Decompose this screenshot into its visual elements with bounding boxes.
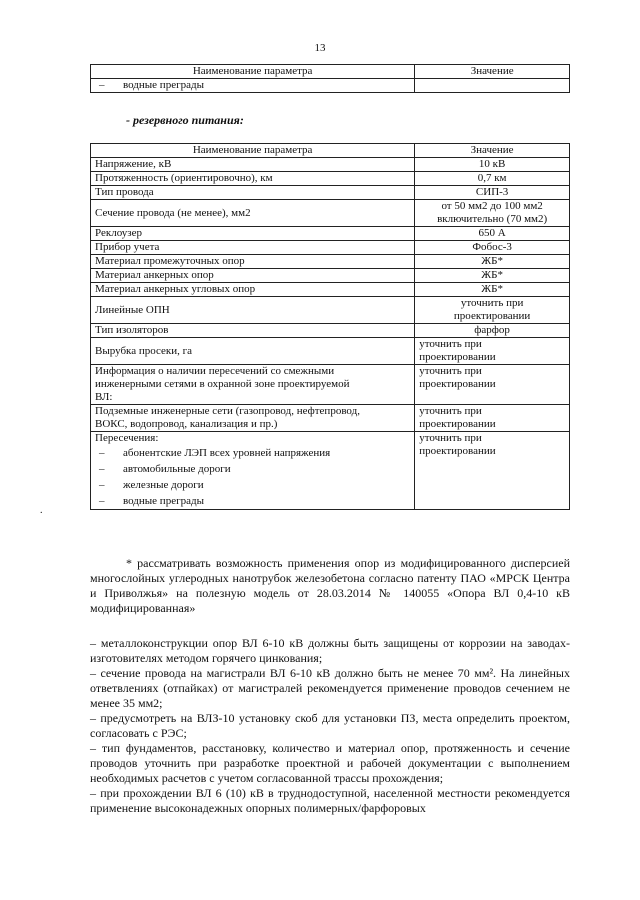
row-value: 10 кВ: [415, 158, 570, 172]
row-value: ЖБ*: [415, 255, 570, 269]
stray-mark: .: [40, 505, 43, 516]
table-row: [91, 158, 570, 172]
list-dash: –: [99, 479, 105, 491]
value-line: уточнить при: [419, 338, 482, 350]
table-row: [91, 241, 570, 255]
table-header-row: [91, 65, 570, 79]
row-param: Материал промежуточных опор: [91, 255, 415, 269]
list-item: – тип фундаментов, расстановку, количество и материал опор, протяженность и сечение проводов уточнить при разработке проектной и рабочей документации с выполнением необходимых расчетов с учетом согласованной трассы прохождения;: [90, 741, 570, 785]
table-continuation: [90, 64, 570, 93]
row-param: Протяженность (ориентировочно), км: [91, 172, 415, 186]
table-row: [91, 172, 570, 186]
row-value: Фобос-3: [415, 241, 570, 255]
row-param: [91, 432, 415, 510]
row-value: [415, 365, 570, 405]
value-line: от 50 мм2 до 100 мм2: [441, 200, 543, 212]
row-param: Материал анкерных опор: [91, 269, 415, 283]
row-value: 650 А: [415, 227, 570, 241]
table-row: [91, 297, 570, 324]
param-line: Подземные инженерные сети (газопровод, нефтепровод,: [95, 405, 360, 417]
row-value: ЖБ*: [415, 269, 570, 283]
row-param: Реклоузер: [91, 227, 415, 241]
param-line: Информация о наличии пересечений со смежными: [95, 365, 335, 377]
row-param: Линейные ОПН: [91, 297, 415, 324]
header-param: Наименование параметра: [91, 144, 415, 158]
table-row: [91, 255, 570, 269]
list-item: железные дороги: [123, 479, 204, 491]
value-line: уточнить при: [419, 405, 482, 417]
table-row: [91, 79, 570, 93]
header-param: Наименование параметра: [91, 65, 415, 79]
param-line: инженерными сетями в охранной зоне проектируемой: [95, 378, 350, 390]
table-row-crossings: [91, 432, 570, 510]
table-row: [91, 324, 570, 338]
list-dash: –: [99, 495, 105, 507]
page-number: 13: [314, 42, 326, 54]
row-param: Прибор учета: [91, 241, 415, 255]
row-value: [415, 200, 570, 227]
value-line: включительно (70 мм2): [437, 213, 548, 225]
row-value: фарфор: [415, 324, 570, 338]
row-value: ЖБ*: [415, 283, 570, 297]
table-row: [91, 269, 570, 283]
row-value: [415, 405, 570, 432]
row-param: Тип изоляторов: [91, 324, 415, 338]
list-item: – при прохождении ВЛ 6 (10) кВ в труднодоступной, населенной местности рекомендуется применение высоконадежных опорных полимерных/фарфоровых: [90, 786, 570, 815]
header-value: Значение: [415, 65, 570, 79]
value-line: проектировании: [419, 351, 496, 363]
param-line: ВЛ:: [95, 391, 113, 403]
footnote: [90, 556, 570, 616]
row-value: [415, 432, 570, 510]
value-line: уточнить при: [419, 365, 482, 377]
table-row: [91, 365, 570, 405]
table-row: [91, 186, 570, 200]
row-param: Вырубка просеки, га: [91, 338, 415, 365]
value-line: проектировании: [419, 418, 496, 430]
row-param: Напряжение, кВ: [91, 158, 415, 172]
list-item: автомобильные дороги: [123, 463, 231, 475]
row-param: [91, 365, 415, 405]
requirements-list: [90, 636, 570, 816]
list-item: водные преграды: [123, 495, 204, 507]
row-param: Материал анкерных угловых опор: [91, 283, 415, 297]
row-value: [415, 297, 570, 324]
value-line: проектировании: [419, 378, 496, 390]
value-line: уточнить при: [460, 297, 524, 309]
table-row: [91, 405, 570, 432]
list-item: абонентские ЛЭП всех уровней напряжения: [123, 447, 331, 459]
footnote-text: * рассматривать возможность применения опор из модифицированного дисперсией многослойных углеродных нанотрубок железобетона согласно патенту ПАО «МРСК Центра и Приволжья» на полезную модель от 28.03.2014 № 140055 «Опора ВЛ 0,4-10 кВ модифицированная»: [90, 556, 570, 615]
list-item: водные преграды: [123, 79, 204, 91]
table-row: [91, 200, 570, 227]
row-param: Тип провода: [91, 186, 415, 200]
list-item: – металлоконструкции опор ВЛ 6-10 кВ должны быть защищены от коррозии на заводах-изготовителях методом горячего цинкования;: [90, 636, 570, 665]
crossings-title: Пересечения:: [95, 432, 159, 444]
row-value: [415, 338, 570, 365]
table-header-row: [91, 144, 570, 158]
value-line: проектировании: [453, 310, 531, 322]
header-value: Значение: [415, 144, 570, 158]
param-line: ВОКС, водопровод, канализация и пр.): [95, 418, 278, 430]
table-row: [91, 283, 570, 297]
list-dash: –: [99, 79, 105, 91]
row-param: Сечение провода (не менее), мм2: [91, 200, 415, 227]
value-line: проектировании: [419, 445, 496, 457]
section-title: - резервного питания:: [126, 113, 244, 127]
row-value: СИП-3: [415, 186, 570, 200]
table-row: [91, 338, 570, 365]
table-row: [91, 227, 570, 241]
list-item: – сечение провода на магистрали ВЛ 6-10 кВ должно быть не менее 70 мм². На линейных ответвлениях (отпайках) от магистралей рекомендуется применение проводов сечением не менее 35 мм2;: [90, 666, 570, 710]
row-value: 0,7 км: [415, 172, 570, 186]
list-dash: –: [99, 447, 105, 459]
value-line: уточнить при: [419, 432, 482, 444]
list-item: – предусмотреть на ВЛЗ-10 установку скоб для установки ПЗ, места определить проектом, согласовать с РЭС;: [90, 711, 570, 740]
list-dash: –: [99, 463, 105, 475]
row-param: [91, 405, 415, 432]
table-parameters: [90, 143, 570, 510]
